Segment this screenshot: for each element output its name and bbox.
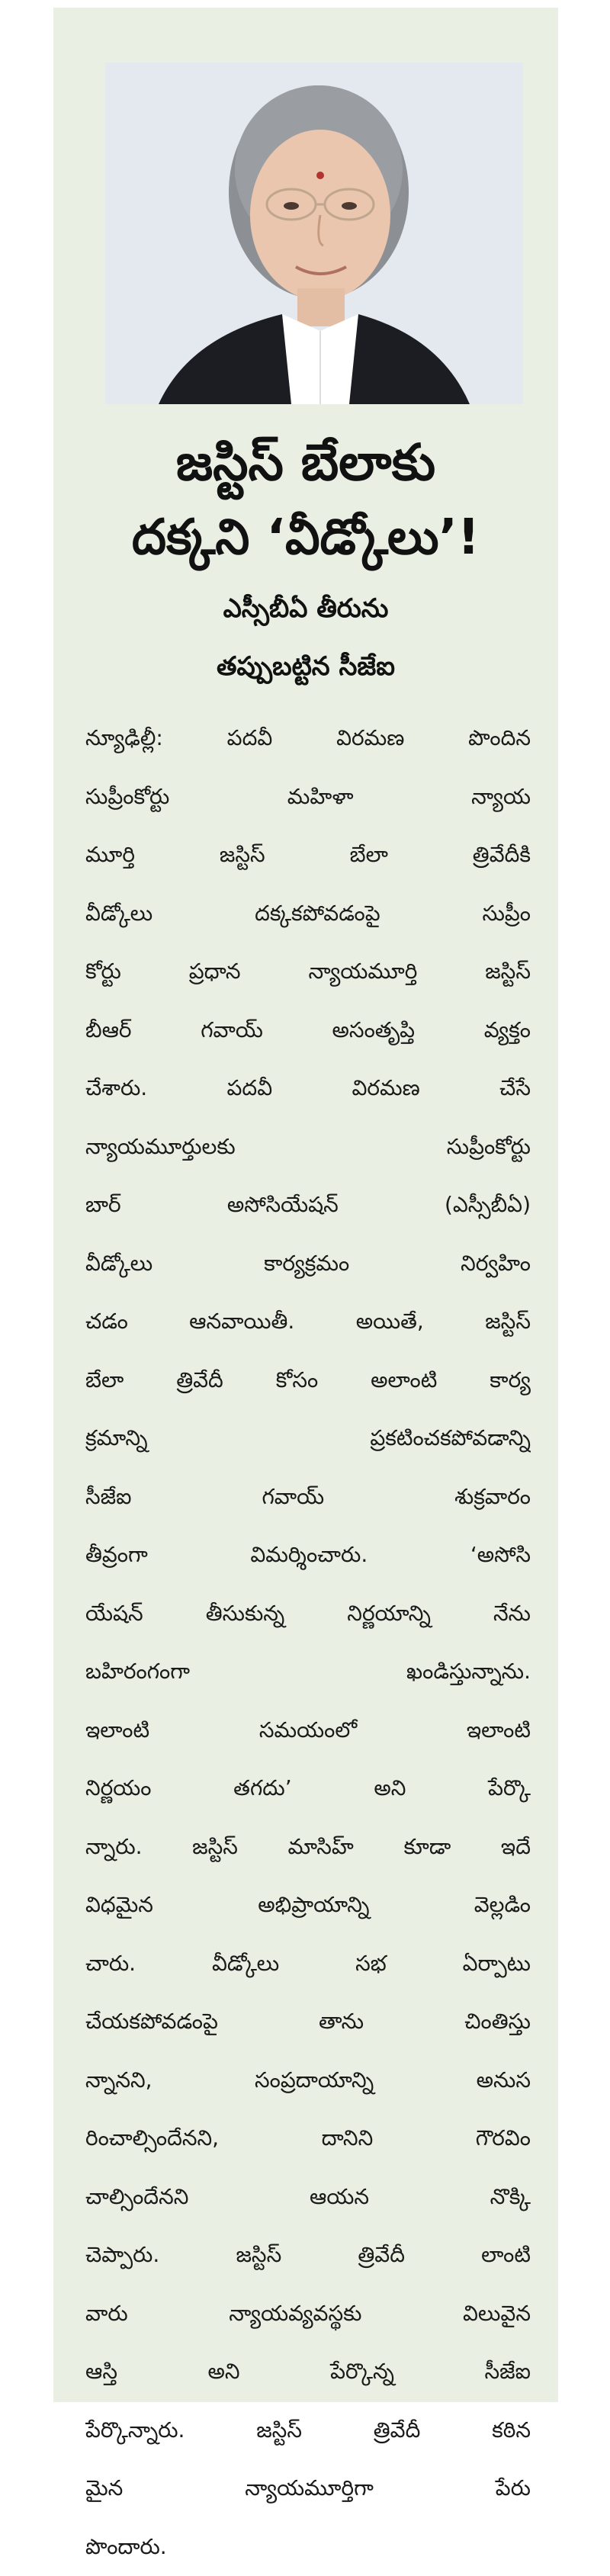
body-line: చేయకపోవడంపై తాను చింతిస్తు <box>85 1993 531 2051</box>
body-line: మూర్తి జస్టిస్ బేలా త్రివేదీకి <box>85 826 531 885</box>
body-line: బీఆర్ గవాయ్ అసంతృప్తి వ్యక్తం <box>85 1001 531 1060</box>
body-line: సీజేఐ గవాయ్ శుక్రవారం <box>85 1468 531 1527</box>
body-line: న్యూఢిల్లీ: పదవీ విరమణ పొందిన <box>85 709 531 768</box>
body-line: చేశారు. పదవీ విరమణ చేసే <box>85 1059 531 1118</box>
article-column <box>53 8 558 2402</box>
body-line: బహిరంగంగా ఖండిస్తున్నాను. <box>85 1643 531 1701</box>
body-line: చారు. వీడ్కోలు సభ ఏర్పాటు <box>85 1935 531 1993</box>
body-line: వారు న్యాయవ్యవస్థకు విలువైన <box>85 2285 531 2343</box>
headline-line-1: జస్టిస్ బేలాకు <box>69 429 543 497</box>
article-body <box>85 709 531 2576</box>
body-line: న్నారు. జస్టిస్ మాసిహ్ కూడా ఇదే <box>85 1818 531 1877</box>
body-line: చాల్సిందేనని ఆయన నొక్కి <box>85 2168 531 2227</box>
body-line: తీవ్రంగా విమర్శించారు. ‘అసోసి <box>85 1526 531 1585</box>
body-line: కోర్టు ప్రధాన న్యాయమూర్తి జస్టిస్ <box>85 943 531 1001</box>
body-line: ఆస్తి అని పేర్కొన్న సీజేఐ <box>85 2343 531 2401</box>
body-line: మైన న్యాయమూర్తిగా పేరు <box>85 2459 531 2518</box>
body-line: నిర్ణయం తగదు’ అని పేర్కొ <box>85 1759 531 1818</box>
body-line: చెప్పారు. జస్టిస్ త్రివేదీ లాంటి <box>85 2226 531 2285</box>
headline-line-2: దక్కని ‘వీడ్కోలు’! <box>69 503 543 572</box>
body-line: రించాల్సిందేనని, దానిని గౌరవిం <box>85 2109 531 2168</box>
justice-bela-trivedi-photo <box>105 63 523 404</box>
body-line: బేలా త్రివేదీ కోసం అలాంటి కార్య <box>85 1351 531 1410</box>
body-line: న్నానని, సంప్రదాయాన్ని అనుస <box>85 2051 531 2110</box>
body-line: పేర్కొన్నారు. జస్టిస్ త్రివేదీ కఠిన <box>85 2401 531 2460</box>
body-line: సుప్రీంకోర్టు మహిళా న్యాయ <box>85 768 531 827</box>
body-line: విధమైన అభిప్రాయాన్ని వెల్లడిం <box>85 1876 531 1935</box>
body-line: పొందారు. <box>85 2518 531 2576</box>
body-line: యేషన్ తీసుకున్న నిర్ణయాన్ని నేను <box>85 1585 531 1643</box>
body-line: వీడ్కోలు కార్యక్రమం నిర్వహిం <box>85 1235 531 1293</box>
body-line: న్యాయమూర్తులకు సుప్రీంకోర్టు <box>85 1118 531 1177</box>
body-line: బార్ అసోసియేషన్ (ఎస్సీబీఏ) <box>85 1176 531 1235</box>
subheadline-line-2: తప్పుబట్టిన సీజేఐ <box>69 645 543 688</box>
subheadline-line-1: ఎస్సీబీఏ తీరును <box>69 587 543 630</box>
body-line: చడం ఆనవాయితీ. అయితే, జస్టిస్ <box>85 1293 531 1351</box>
body-line: క్రమాన్ని ప్రకటించకపోవడాన్ని <box>85 1409 531 1468</box>
body-line: ఇలాంటి సమయంలో ఇలాంటి <box>85 1701 531 1760</box>
body-line: వీడ్కోలు దక్కకపోవడంపై సుప్రీం <box>85 885 531 943</box>
